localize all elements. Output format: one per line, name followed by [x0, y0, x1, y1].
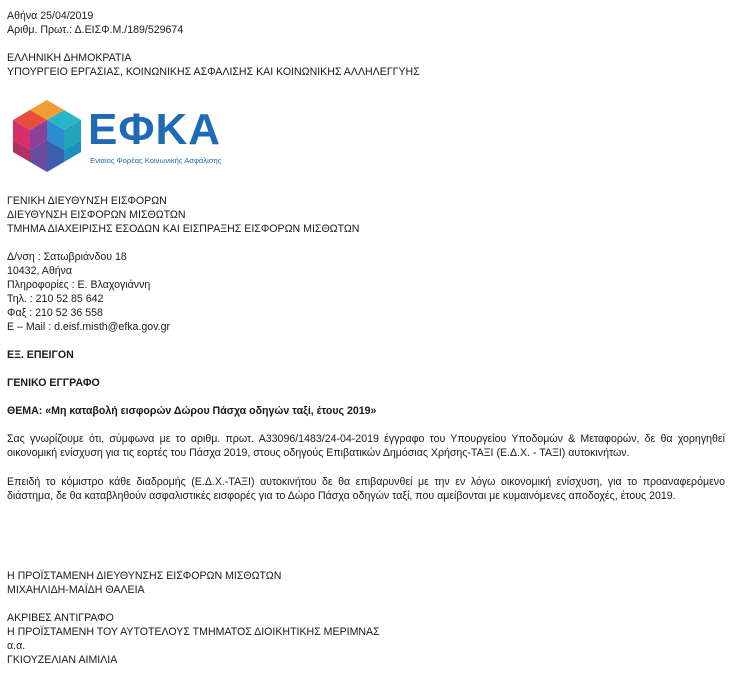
contact-info-person: Πληροφορίες : Ε. Βλαχογιάννη: [7, 279, 151, 291]
efka-logo: [12, 98, 242, 173]
contact-phone: Τηλ. : 210 52 85 642: [7, 293, 104, 305]
department-general: ΓΕΝΙΚΗ ΔΙΕΥΘΥΝΣΗ ΕΙΣΦΟΡΩΝ: [7, 195, 167, 207]
protocol-number: Αριθμ. Πρωτ.: Δ.ΕΙΣΦ.Μ./189/529674: [7, 24, 184, 36]
subject-line: ΘΕΜΑ: «Μη καταβολή εισφορών Δώρου Πάσχα οδηγών ταξί, έτους 2019»: [7, 405, 377, 417]
general-document-label: ΓΕΝΙΚΟ ΕΓΓΡΑΦΟ: [7, 377, 100, 389]
copy-name: ΓΚΙΟΥΖΕΛΙΑΝ ΑΙΜΙΛΙΑ: [7, 654, 118, 666]
body-paragraph-2: Επειδή το κόμιστρο κάθε διαδρομής (Ε.Δ.Χ.-ΤΑΞΙ) αυτοκινήτου δε θα επιβαρυνθεί με την εν λόγω οικονομική ενίσχυση, για το προαναφερόμενο διάστημα, δε θα καταβληθούν ασφαλιστικές εισφορές για το Δώρο Πάσχα οδηγών ταξί, που αμείβονται με κυμαινόμενες αποδοχές, έτους 2019.: [7, 476, 725, 502]
director-title: Η ΠΡΟΪΣΤΑΜΕΝΗ ΔΙΕΥΘΥΝΣΗΣ ΕΙΣΦΟΡΩΝ ΜΙΣΘΩΤΩΝ: [7, 570, 282, 582]
contact-city: 10432, Αθήνα: [7, 265, 73, 277]
department-section: ΤΜΗΜΑ ΔΙΑΧΕΙΡΙΣΗΣ ΕΣΟΔΩΝ ΚΑΙ ΕΙΣΠΡΑΞΗΣ ΕΙΣΦΟΡΩΝ ΜΙΣΘΩΤΩΝ: [7, 223, 360, 235]
body-paragraph-1: Σας γνωρίζουμε ότι, σύμφωνα με το αριθμ. πρωτ. Α33096/1483/24-04-2019 έγγραφο του Υπουργείου Υποδομών & Μεταφορών, δε θα χορηγηθεί οικονομική ενίσχυση για τις εορτές του Πάσχα 2019, στους οδηγούς Επιβατικών Δημόσιας Χρήσης-ΤΑΞΙ (Ε.Δ.Χ. - ΤΑΞΙ) αυτοκινήτων.: [7, 433, 725, 459]
document-date: Αθήνα 25/04/2019: [7, 10, 94, 22]
contact-fax: Φαξ : 210 52 36 558: [7, 307, 103, 319]
copy-aa: α.α.: [7, 640, 26, 652]
issuer-republic: ΕΛΛΗΝΙΚΗ ΔΗΜΟΚΡΑΤΙΑ: [7, 52, 132, 64]
efka-subtitle: Ενιαίος Φορέας Κοινωνικής Ασφάλισης: [90, 156, 222, 165]
copy-label: ΑΚΡΙΒΕΣ ΑΝΤΙΓΡΑΦΟ: [7, 612, 114, 624]
efka-cube-icon: [12, 98, 82, 174]
copy-title: Η ΠΡΟΪΣΤΑΜΕΝΗ ΤΟΥ ΑΥΤΟΤΕΛΟΥΣ ΤΜΗΜΑΤΟΣ ΔΙΟΙΚΗΤΙΚΗΣ ΜΕΡΙΜΝΑΣ: [7, 626, 380, 638]
urgent-label: ΕΞ. ΕΠΕΙΓΟΝ: [7, 349, 74, 361]
issuer-ministry: ΥΠΟΥΡΓΕΙΟ ΕΡΓΑΣΙΑΣ, ΚΟΙΝΩΝΙΚΗΣ ΑΣΦΑΛΙΣΗΣ ΚΑΙ ΚΟΙΝΩΝΙΚΗΣ ΑΛΛΗΛΕΓΓΥΗΣ: [7, 66, 420, 78]
efka-wordmark: ΕΦΚΑ: [88, 105, 222, 154]
director-name: ΜΙΧΑΗΛΙΔΗ-ΜΑΪΔΗ ΘΑΛΕΙΑ: [7, 584, 145, 596]
contact-address: Δ/νση : Σατωβριάνδου 18: [7, 251, 127, 263]
contact-email: E – Mail : d.eisf.misth@efka.gov.gr: [7, 321, 171, 333]
department-directorate: ΔΙΕΥΘΥΝΣΗ ΕΙΣΦΟΡΩΝ ΜΙΣΘΩΤΩΝ: [7, 209, 186, 221]
